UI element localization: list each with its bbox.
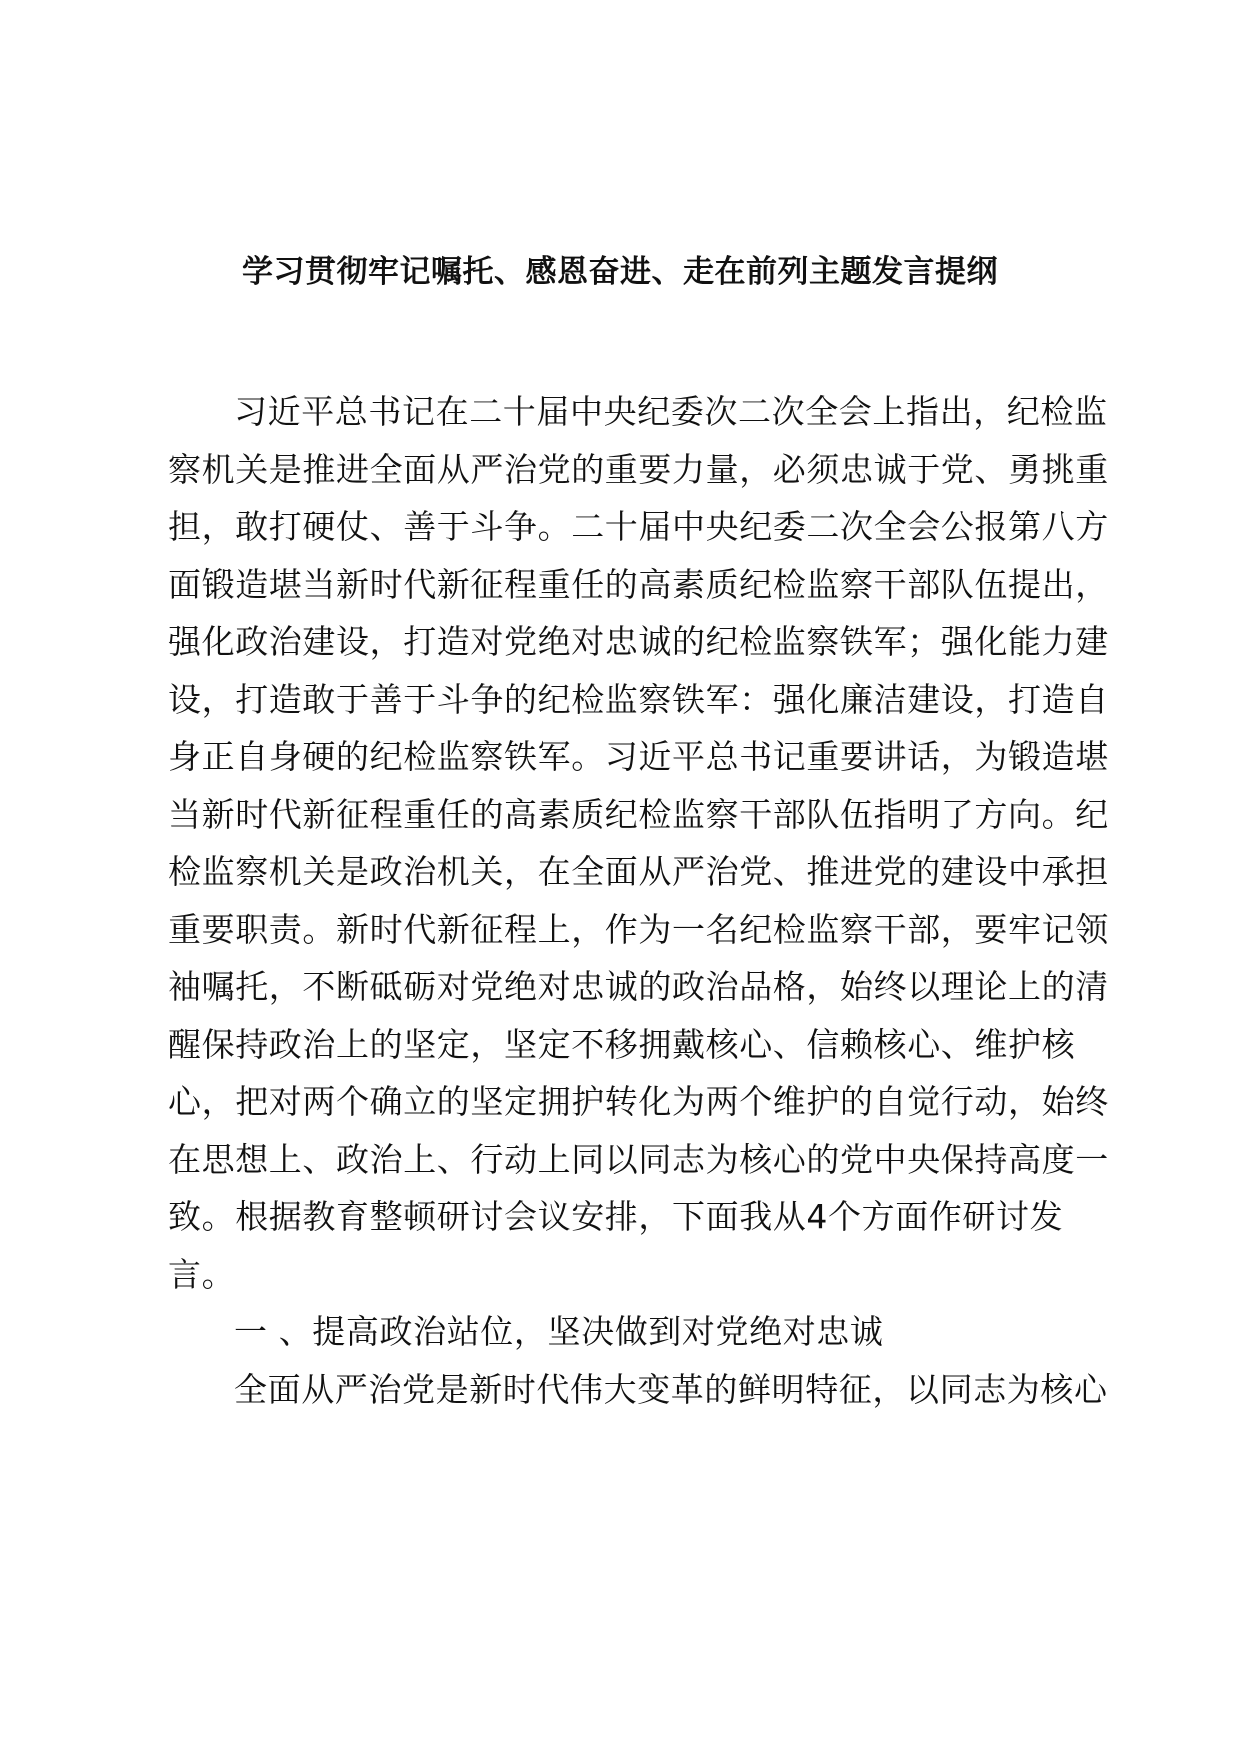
paragraph-line: 致。根据教育整顿研讨会议安排，下面我从4个方面作研讨发 bbox=[168, 1197, 1064, 1236]
paragraph-line: 醒保持政治上的坚定，坚定不移拥戴核心、信赖核心、维护核 bbox=[168, 1024, 1076, 1064]
paragraph-section-1: 全面从严治党是新时代伟大变革的鲜明特征，以同志为核心 bbox=[234, 1370, 1108, 1409]
paragraph-line: 袖嘱托，不断砥砺对党绝对忠诚的政治品格，始终以理论上的清 bbox=[168, 967, 1109, 1006]
paragraph-line: 在思想上、政治上、行动上同以同志为核心的党中央保持高度一 bbox=[168, 1139, 1109, 1179]
paragraph-line: 面锻造堪当新时代新征程重任的高素质纪检监察干部队伍提出， bbox=[168, 564, 1109, 604]
paragraph-line: 心，把对两个确立的坚定拥护转化为两个维护的自觉行动，始终 bbox=[168, 1082, 1109, 1121]
paragraph-intro bbox=[168, 383, 1109, 1303]
paragraph-line: 检监察机关是政治机关，在全面从严治党、推进党的建设中承担 bbox=[168, 852, 1109, 891]
paragraph-line: 重要职责。新时代新征程上，作为一名纪检监察干部，要牢记领 bbox=[168, 909, 1109, 949]
document-title: 学习贯彻牢记嘱托、感恩奋进、走在前列主题发言提纲 bbox=[242, 254, 998, 290]
paragraph-line: 当新时代新征程重任的高素质纪检监察干部队伍指明了方向。纪 bbox=[168, 794, 1109, 834]
paragraph-line: 言。 bbox=[168, 1254, 236, 1294]
section-heading-1: 一 、提高政治站位，坚决做到对党绝对忠诚 bbox=[234, 1312, 884, 1351]
paragraph-line: 习近平总书记在二十届中央纪委次二次全会上指出，纪检监 bbox=[234, 392, 1108, 431]
paragraph-line: 身正自身硬的纪检监察铁军。习近平总书记重要讲话，为锻造堪 bbox=[168, 737, 1109, 776]
paragraph-line: 强化政治建设，打造对党绝对忠诚的纪检监察铁军；强化能力建 bbox=[168, 622, 1109, 661]
paragraph-line: 察机关是推进全面从严治党的重要力量，必须忠诚于党、勇挑重 bbox=[168, 449, 1109, 489]
paragraph-line: 担，敢打硬仗、善于斗争。二十届中央纪委二次全会公报第八方 bbox=[168, 507, 1109, 546]
paragraph-line: 设，打造敢于善于斗争的纪检监察铁军：强化廉洁建设，打造自 bbox=[168, 679, 1109, 719]
